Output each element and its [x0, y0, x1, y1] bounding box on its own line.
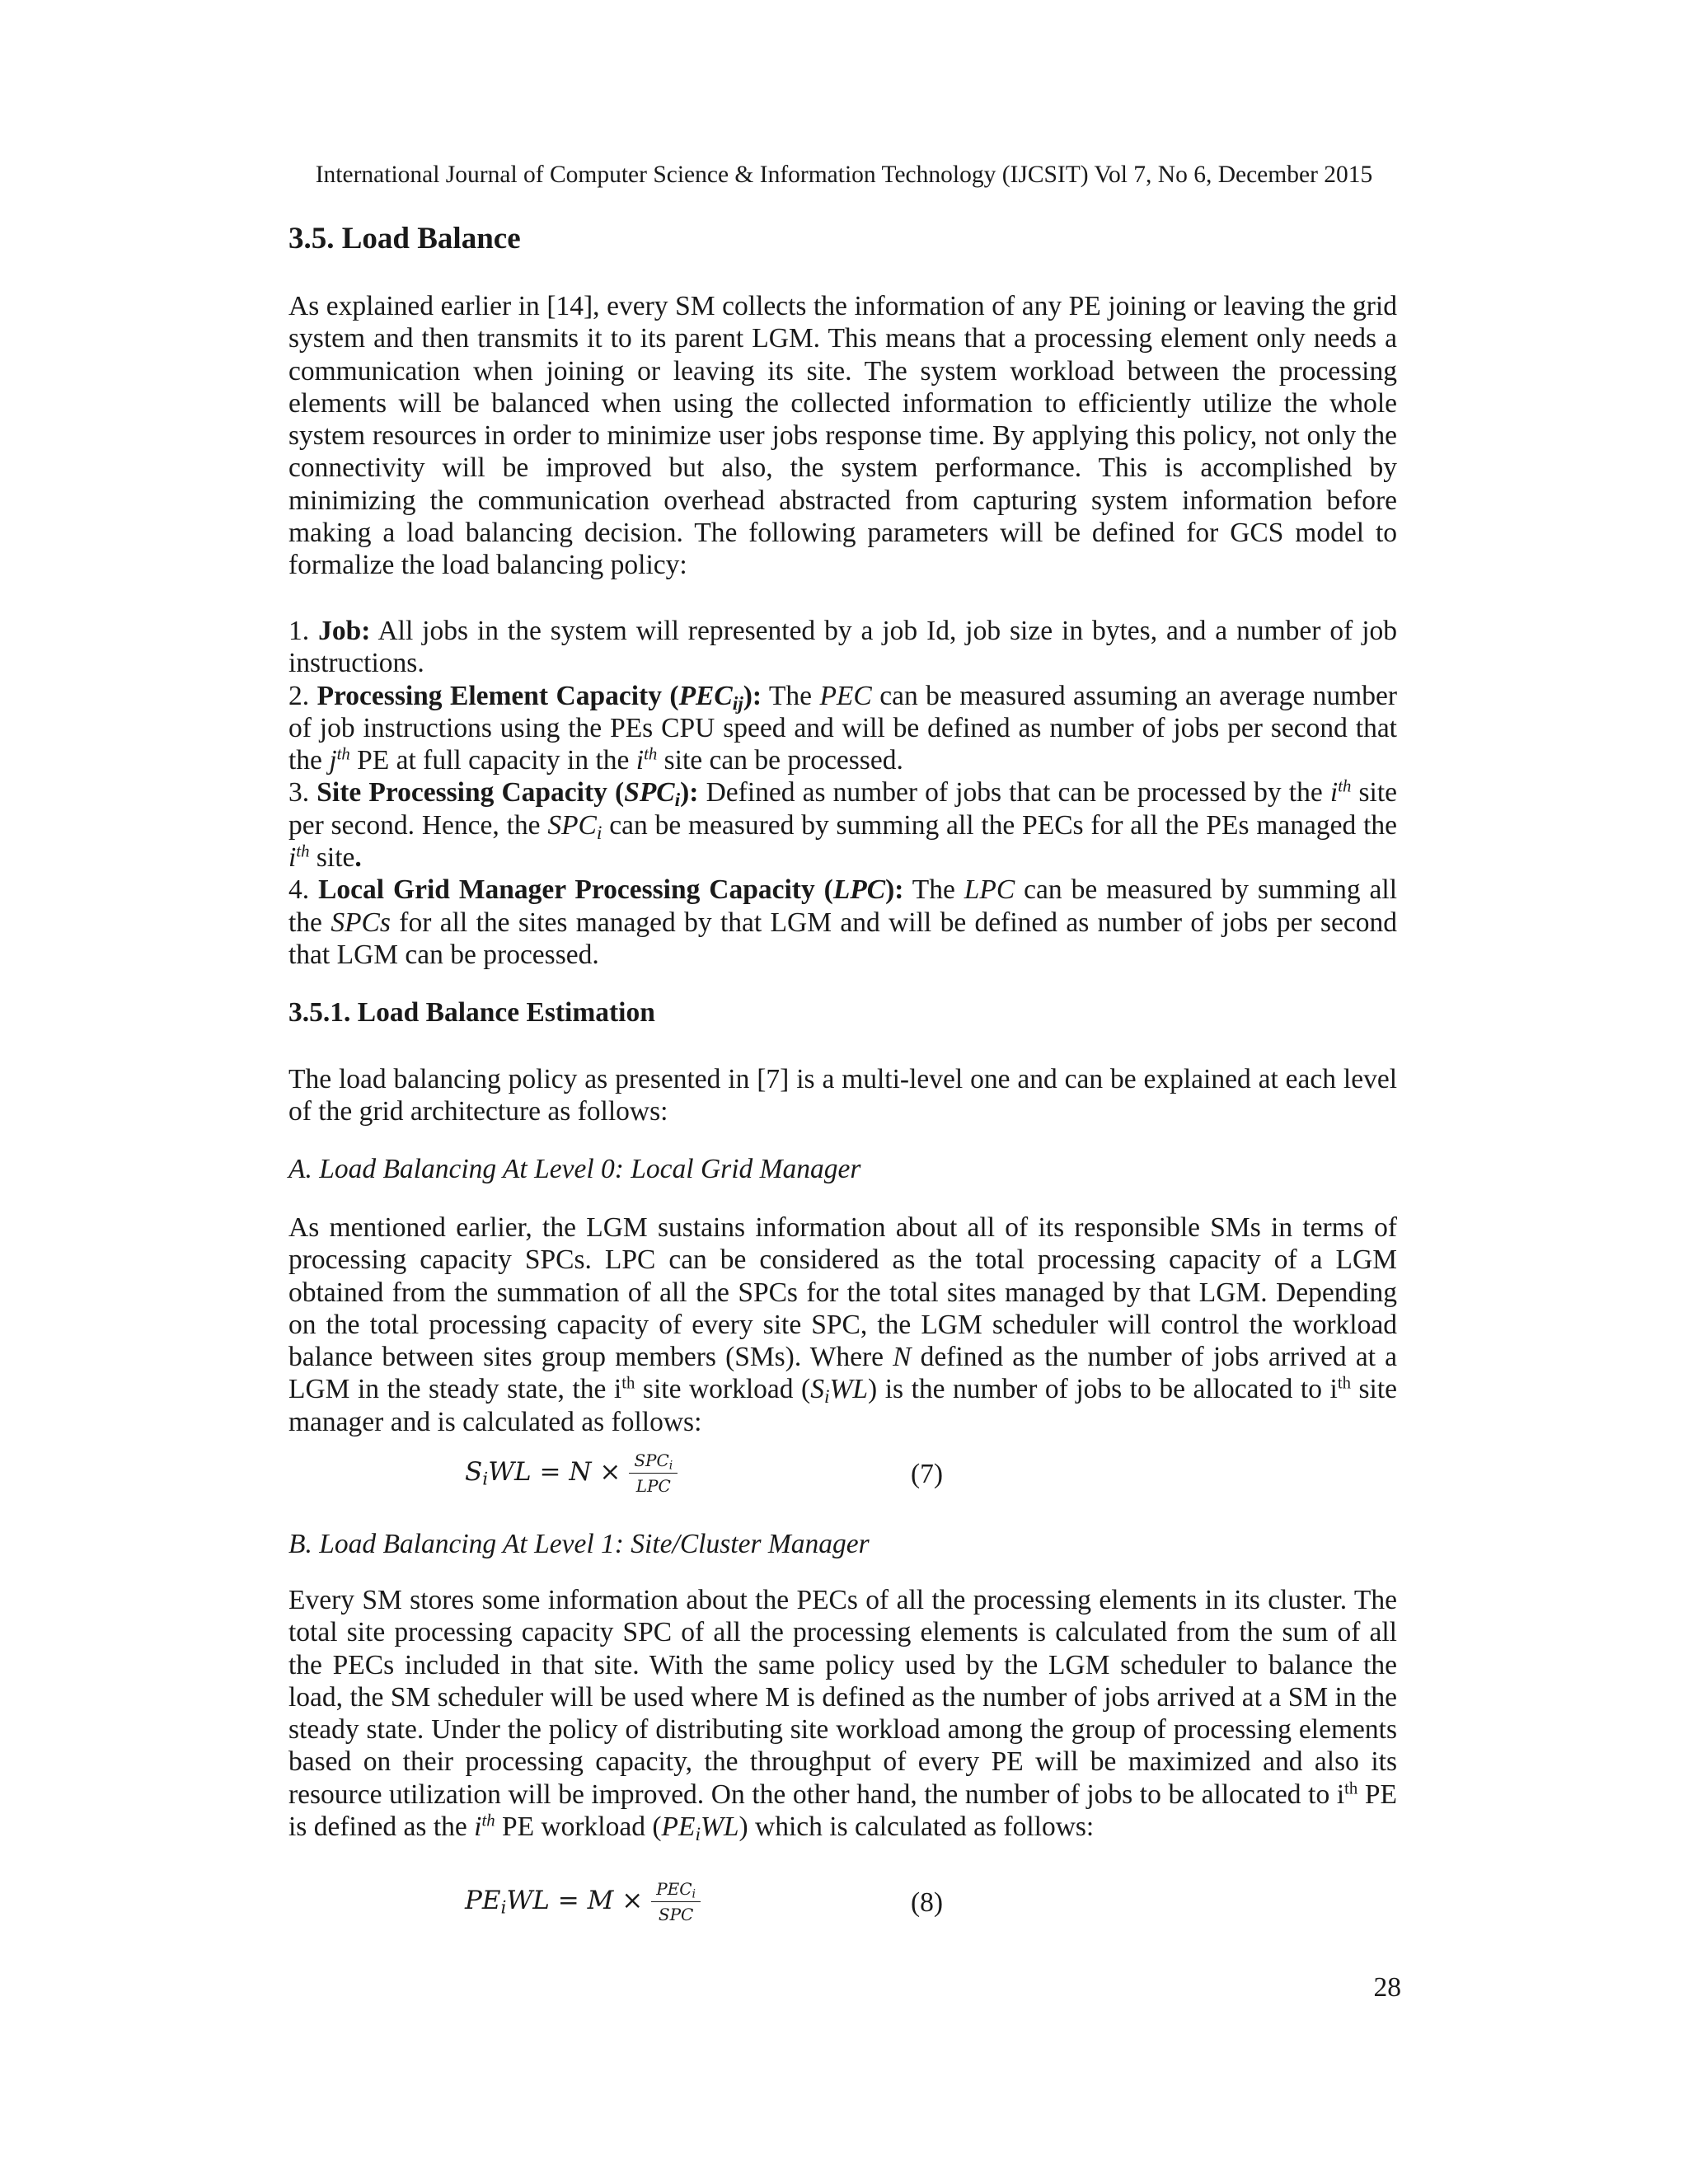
parameter-list [288, 615, 1397, 971]
level-a-title: A. Load Balancing At Level 0: Local Grid Manager [288, 1154, 861, 1184]
equation-8: $PE_iWL = M$ × $\frac{PEC_i}{\text{SPC}}$ [465, 1879, 701, 1924]
section-title: 3.5. Load Balance [288, 222, 521, 255]
level-a-paragraph: As mentioned earlier, the LGM sustains information about all of its responsible SMs in terms of processing capacity SPCs. LPC can be considered as the total processing capacity of a LGM obtained from the summation of all the SPCs for the total sites managed by that LGM. Depending on the total processing capacity of every site SPC, the LGM scheduler will control the workload balance between sites group members (SMs). Where N defined as the number of jobs arrived at a LGM in the steady state, the $i^{th}$ site workload $(S_iWL)$ is the number of jobs to be allocated to $i^{th}$ site manager and is calculated as follows: [288, 1212, 1398, 1437]
level-b-title: B. Load Balancing At Level 1: Site/Cluster Manager [288, 1529, 870, 1559]
intro-paragraph: As explained earlier in [14], every SM collects the information of any PE joining or leaving the grid system and then transmits it to its parent LGM. This means that a processing element only needs a communication when joining or leaving its site. The system workload between the processing elements will be balanced when using the collected information to efficiently utilize the whole system resources in order to minimize user jobs response time. By applying this policy, not only the connectivity will be improved but also, the system performance. This is accomplished by minimizing the communication overhead abstracted from capturing system information before making a load balancing decision. The following parameters will be defined for GCS model to formalize the load balancing policy: [288, 291, 1397, 581]
level-b-paragraph: Every SM stores some information about the PECs of all the processing elements in its cluster. The total site processing capacity SPC of all the processing elements is calculated from the sum of all the PECs included in that site. With the same policy used by the LGM scheduler to balance the load, the SM scheduler will be used where M is defined as the number of jobs arrived at a SM in the steady state. Under the policy of distributing site workload among the group of processing elements based on their processing capacity, the throughput of every PE will be maximized and also its resource utilization will be improved. On the other hand, the number of jobs to be allocated to $i^{th}$ PE is defined as the $i^{th}$ PE workload $(PE_iWL)$ which is calculated as follows: [288, 1585, 1397, 1845]
fraction-8: $\frac{PEC_i}{\text{SPC}}$ [651, 1879, 701, 1924]
subsection-paragraph: The load balancing policy as presented in [7] is a multi-level one and can be explained at each level of the grid architecture as follows: [288, 1064, 1397, 1127]
list-item-lpc: 4. Local Grid Manager Processing Capacity (LPC): The LPC can be measured by summing all the SPCs for all the sites managed by that LGM and will be defined as number of jobs per second that LGM can be processed. [288, 874, 1398, 970]
equation-7-number: (7) [911, 1459, 944, 1489]
list-item-pec: 2. Processing Element Capacity $(PEC_{ij})$: The PEC can be measured assuming an average number of job instructions using the PEs CPU speed and will be defined as number of jobs per second that the $j^{th}$ PE at full capacity in the $i^{th}$ site can be processed. [288, 680, 1398, 776]
fraction-7: $\frac{SPC_i}{\text{LPC}}$ [629, 1451, 678, 1496]
equation-8-number: (8) [911, 1887, 944, 1918]
journal-header: International Journal of Computer Science & Information Technology (IJCSIT) Vol 7, No 6, December 2015 [315, 162, 1373, 188]
page-number: 28 [1373, 1972, 1401, 2003]
equation-7: $S_iWL = N$ × $\frac{SPC_i}{\text{LPC}}$ [465, 1451, 678, 1496]
subsection-title: 3.5.1. Load Balance Estimation [288, 997, 655, 1028]
list-item-job: 1. Job: All jobs in the system will represented by a job Id, job size in bytes, and a number of job instructions. [288, 616, 1398, 679]
list-item-spc: 3. Site Processing Capacity $(SPC_i)$: Defined as number of jobs that can be processed by the $i^{th}$ site per second. Hence, the $SPC_i$ can be measured by summing all the PECs for all the PEs managed the $i^{th}$ site. [288, 777, 1398, 874]
